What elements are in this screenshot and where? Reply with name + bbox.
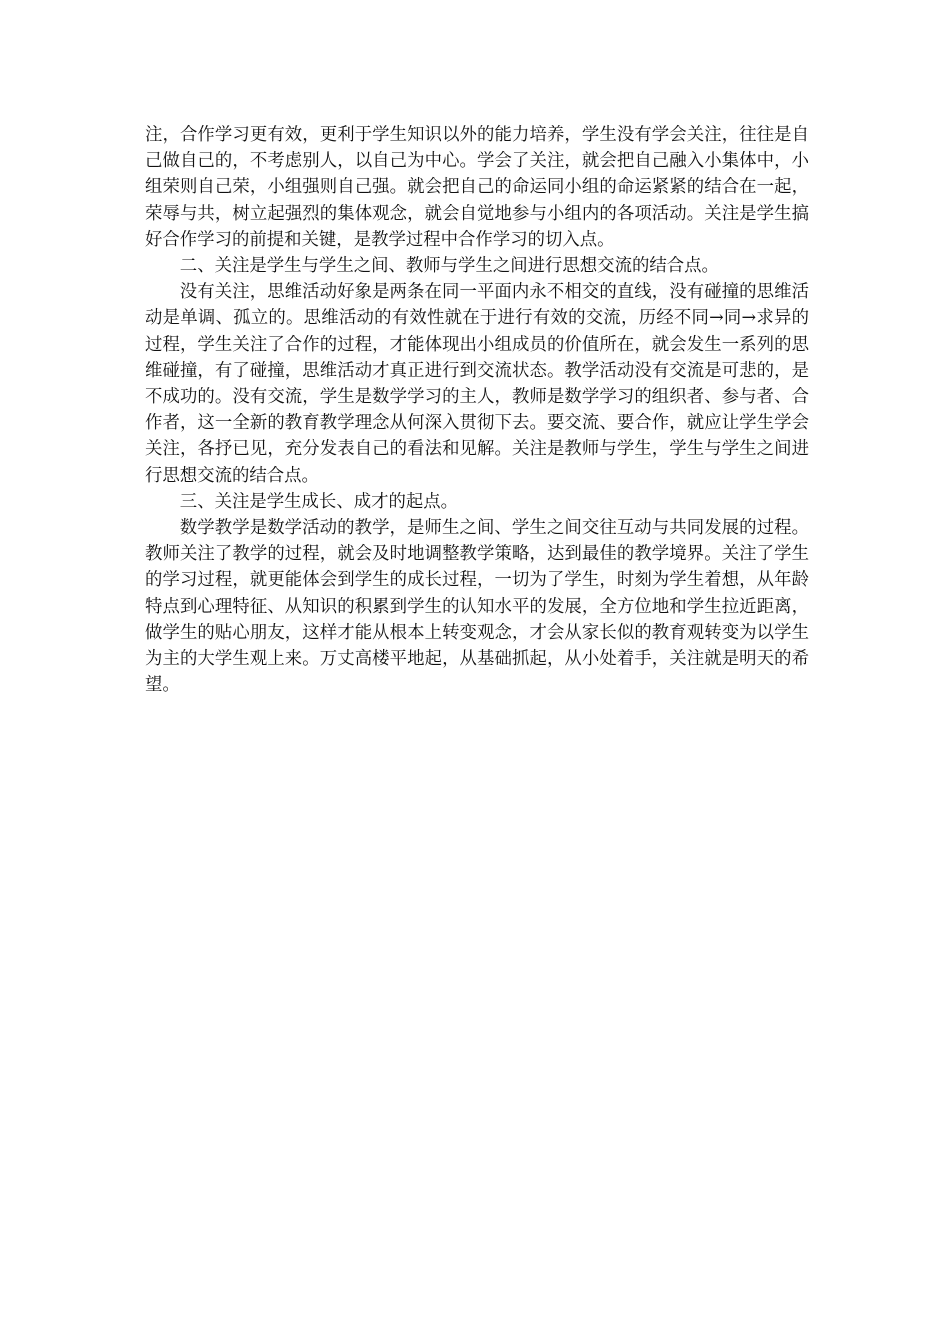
heading-point-two: 二、关注是学生与学生之间、教师与学生之间进行思想交流的结合点。	[179, 256, 719, 277]
heading-point-three: 三、关注是学生成长、成才的起点。	[179, 491, 459, 512]
paragraph-point-three: 数学教学是数学活动的教学，是师生之间、学生之间交往互动与共同发展的过程。教师关注了教学的过程，就会及时地调整教学策略，达到最佳的教学境界。关注了学生的学习过程，就更能体会到学生的成长过程，一切为了学生，时刻为学生着想，从年龄特点到心理特征、从知识的积累到学生的认知水平的发展，全方位地和学生拉近距离，做学生的贴心朋友，这样才能从根本上转变观念，才会从家长似的教育观转变为以学生为主的大学生观上来。万丈高楼平地起，从基础抓起，从小处着手，关注就是明天的希望。	[145, 518, 809, 696]
paragraph-continuation: 注，合作学习更有效，更利于学生知识以外的能力培养，学生没有学会关注，往往是自己做自己的，不考虑别人，以自己为中心。学会了关注，就会把自己融入小集体中，小组荣则自己荣，小组强则自己强。就会把自己的命运同小组的命运紧紧的结合在一起，荣辱与共，树立起强烈的集体观念，就会自觉地参与小组内的各项活动。关注是学生搞好合作学习的前提和关键，是教学过程中合作学习的切入点。	[145, 125, 809, 250]
body-text	[145, 122, 809, 698]
paragraph-point-two: 没有关注，思维活动好象是两条在同一平面内永不相交的直线，没有碰撞的思维活动是单调、孤立的。思维活动的有效性就在于进行有效的交流，历经不同→同→求异的过程，学生关注了合作的过程，才能体现出小组成员的价值所在，就会发生一系列的思维碰撞，有了碰撞，思维活动才真正进行到交流状态。教学活动没有交流是可悲的，是不成功的。没有交流，学生是数学学习的主人，教师是数学学习的组织者、参与者、合作者，这一全新的教育教学理念从何深入贯彻下去。要交流、要合作，就应让学生学会关注，各抒已见，充分发表自己的看法和见解。关注是教师与学生，学生与学生之间进行思想交流的结合点。	[145, 282, 809, 486]
